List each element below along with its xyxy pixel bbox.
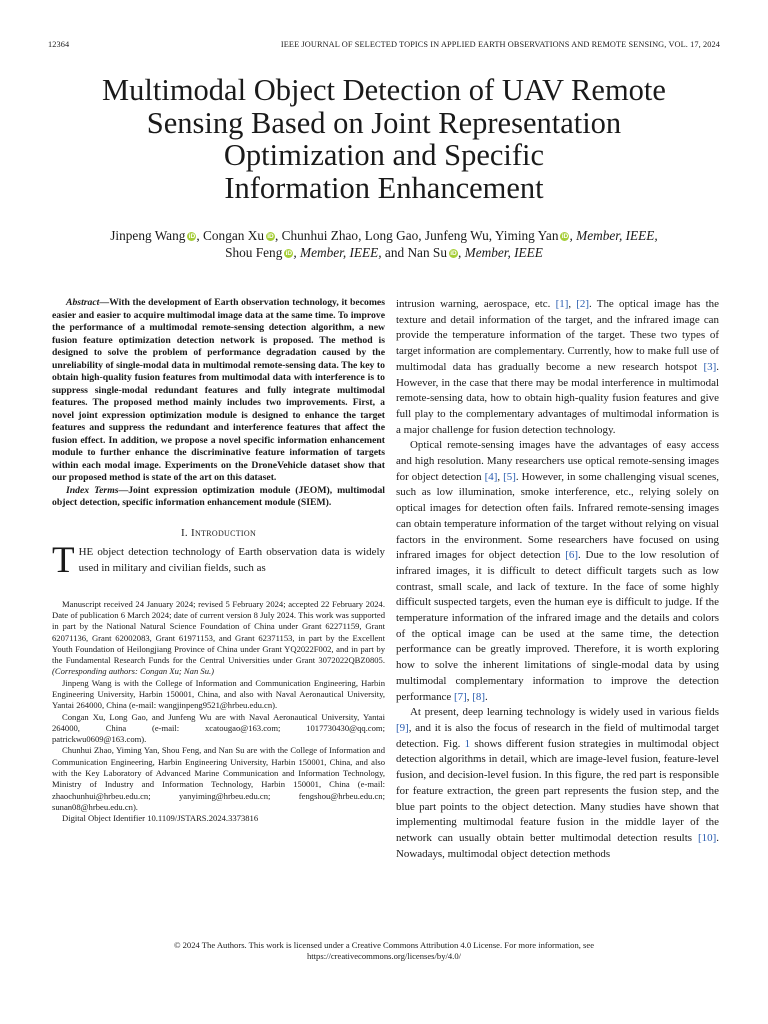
body-text: Optical remote-sensing images have the advantages of easy access and high resolution. Many researchers use optical remote-sensing images for object detection (396, 439, 719, 483)
title-line: Information Enhancement (224, 170, 544, 205)
footnotes (52, 599, 385, 825)
intro-paragraph (52, 540, 385, 582)
body-text: At present, deep learning technology is widely used in various fields (410, 706, 719, 719)
page-number: 12364 (48, 40, 70, 49)
index-terms (52, 485, 385, 510)
orcid-icon[interactable]: iD (188, 233, 196, 240)
title-line: Sensing Based on Joint Representation (146, 105, 622, 140)
body-text: shows different fusion strategies in multimodal object detection algorithms in detail, which are image-level fusion, feature-level fusion, and decision-level fusion. In this figure, the red part is responsible for feature extraction, the green part represents the fusion step, and the blue part points to the object detection. Many studies have shown that implementing multimodal feature fusion in the middle layer of the network can usually obtain better multimodal detection results (396, 737, 719, 844)
abstract-text: —With the development of Earth observation technology, it becomes easier and easier to acquire multimodal image data at the same time. To improve the performance of a multimodal remote-sensing detection algorithm, a new fusion feature optimization detection network is proposed. The method is designed to solve the problem of performance degradation caused by the unreliability of single-modal data in multimodal remote-sensing data. The key to obtain high-quality fusion features from multimodal data with interference is to suppress single-modal redundant features and fully integrate multimodal features. The proposed method mainly includes two improvements. First, a novel joint expression optimization module is designed to enhance the target features and suppress the redundant and interference features that affect the fusion effect. In addition, we propose a novel specific information enhancement module to further enhance the discriminative feature information of targets within each modal image. Experiments on the DroneVehicle dataset show that our proposed method is state of the art on this dataset. (52, 297, 385, 483)
body-text: , (466, 690, 473, 703)
footnote: Congan Xu, Long Gao, and Junfeng Wu are with Naval Aeronautical University, Yantai 264000, China (e-mail: xcatougao@163.com; 1017730430@qq.com; patrickwu0609@163.com). (52, 711, 385, 745)
body-text: . Nowadays, multimodal object detection methods (396, 831, 719, 860)
citation-link[interactable]: [9] (396, 721, 409, 734)
citation-link[interactable]: [6] (565, 549, 578, 562)
body-text: intrusion warning, aerospace, etc. (396, 298, 556, 310)
section-heading (52, 526, 385, 542)
corresponding-authors: (Corresponding authors: Congan Xu; Nan Su.) (52, 666, 215, 677)
body-paragraph (396, 297, 719, 438)
footnote-text: Manuscript received 24 January 2024; revised 5 February 2024; accepted 22 February 2024. Date of publication 6 March 2024; date of current version 8 July 2024. This work was supported in part by the National Natural Science Foundation of China under Grant 62271159, Grant 62071136, Grant 62002083, Grant 61971153, and Grant 62371153, in part by the Excellent Youth Foundation of Heilongjiang Province of China under Grant YQ2022F002, and in part by the Fundamental Research Funds for the Central Universities under Grant 3072022QBZ0805. (52, 598, 385, 666)
orcid-icon[interactable]: iD (267, 233, 274, 240)
footnote (52, 599, 385, 678)
footnote: Jinpeng Wang is with the College of Information and Communication Engineering, Harbin Engineering University, Harbin 150001, China, and also with Naval Aeronautical University, Yantai 264000, China (e-mail: wangjinpeng9521@hrbeu.edu.cn). (52, 677, 385, 711)
intro-text: HE object detection technology of Earth observation data is widely used in military and civilian fields, such as (78, 546, 385, 574)
body-text: . (485, 690, 488, 703)
citation-link[interactable]: [3] (703, 360, 717, 373)
body-text: . However, in the case that there may be modal interference in multimodal remote-sensing data, how to obtain high-quality fusion features and give full play to the complementary advantages of multimodal information is a major challenge for fusion detection technology. (396, 360, 719, 436)
drop-cap: T (52, 540, 75, 582)
license-url[interactable]: https://creativecommons.org/licenses/by/4.0/ (306, 951, 462, 961)
author-name: and Nan Su (381, 245, 447, 260)
body-text: . However, in some challenging visual scenes, such as low illumination, smoke interference, etc., relying solely on optical images for detection often fails. Infrared remote-sensing images can obtain temperature information of the target without relying on visual factors in the environment. Some researchers have focused on using infrared images for object detection (396, 470, 719, 562)
figure-link[interactable]: 1 (464, 737, 471, 750)
author-role: , Member, IEEE, (569, 228, 658, 243)
body-paragraph (396, 705, 719, 862)
citation-link[interactable]: [4] (484, 470, 498, 483)
author-name: Shou Feng (225, 245, 283, 260)
citation-link[interactable]: [10] (698, 831, 717, 844)
index-terms-text: —Joint expression optimization module (JEOM), multimodal object detection, specific information enhancement module (SIEM). (52, 484, 385, 508)
body-paragraph (396, 438, 719, 705)
author-name: , Congan Xu (196, 228, 264, 243)
footnote: Chunhui Zhao, Yiming Yan, Shou Feng, and Nan Su are with the College of Information and Communication Engineering, Harbin Engineering University, Harbin 150001, China, and also with the Key Laboratory of Advanced Marine Communication and Information Technology, Ministry of Industry and Information Technology, Harbin 150001, China (e-mail: zhaochunhui@hrbeu.edu.cn; yanyiming@hrbeu.edu.cn; fengshou@hrbeu.edu.cn; sunan08@hrbeu.edu.cn). (52, 745, 385, 812)
citation-link[interactable]: [1] (555, 298, 569, 310)
section-number: I. (180, 526, 188, 539)
orcid-icon[interactable]: iD (561, 233, 569, 240)
journal-name: IEEE JOURNAL OF SELECTED TOPICS IN APPLIED EARTH OBSERVATIONS AND REMOTE SENSING, VOL. 17, 2024 (280, 40, 720, 49)
paper-title (40, 74, 728, 204)
author-role: , Member, IEEE (457, 245, 543, 260)
left-column (52, 297, 385, 825)
author-name: , Chunhui Zhao, Long Gao, Junfeng Wu, Yiming Yan (274, 228, 559, 243)
license-footer (40, 940, 728, 962)
body-text: . Due to the low resolution of infrared images, it is difficult to detect difficult targets such as low contrast, small scale, and lack of texture. In the face of some highly difficult suspected targets, even the human eye is difficult to judge. If the temperature information of the infrared image and the details and colors of the optical image can be used at the same time, the detection performance can be greatly improved. Therefore, it is worth exploring how to solve the inherent limitations of single-modal data by using multimodal complementary information to improve the detection performance (396, 549, 719, 703)
body-text: , and it is also the focus of research in the field of multimodal target detection. Fig. (396, 721, 719, 750)
license-text: © 2024 The Authors. This work is licensed under a Creative Commons Attribution 4.0 License. For more information, see (173, 940, 595, 950)
author-list (40, 227, 728, 261)
right-column (396, 297, 719, 862)
abstract (52, 297, 385, 485)
citation-link[interactable]: [7] (454, 690, 467, 703)
title-line: Multimodal Object Detection of UAV Remote (102, 73, 666, 107)
abstract-label: Abstract (66, 297, 100, 308)
body-text: , (497, 470, 504, 483)
orcid-icon[interactable]: iD (285, 250, 293, 257)
footnote-doi: Digital Object Identifier 10.1109/JSTARS.2024.3373816 (62, 813, 259, 824)
citation-link[interactable]: [8] (472, 690, 485, 703)
section-title: Introduction (191, 526, 257, 539)
title-line: Optimization and Specific (223, 138, 545, 172)
citation-link[interactable]: [2] (576, 298, 590, 310)
author-name: Jinpeng Wang (110, 228, 186, 243)
author-role: , Member, IEEE, (293, 245, 382, 260)
citation-link[interactable]: [5] (503, 470, 516, 483)
body-text: . The optical image has the texture and detail information of the target, and the infrared image can provide the temperature information of the target. These two types of target information are complementary. Currently, how to make full use of multimodal data has gradually become a new research hotspot (396, 298, 719, 373)
index-terms-label: Index Terms (66, 484, 119, 496)
orcid-icon[interactable]: iD (450, 250, 457, 257)
body-text: , (568, 298, 577, 310)
